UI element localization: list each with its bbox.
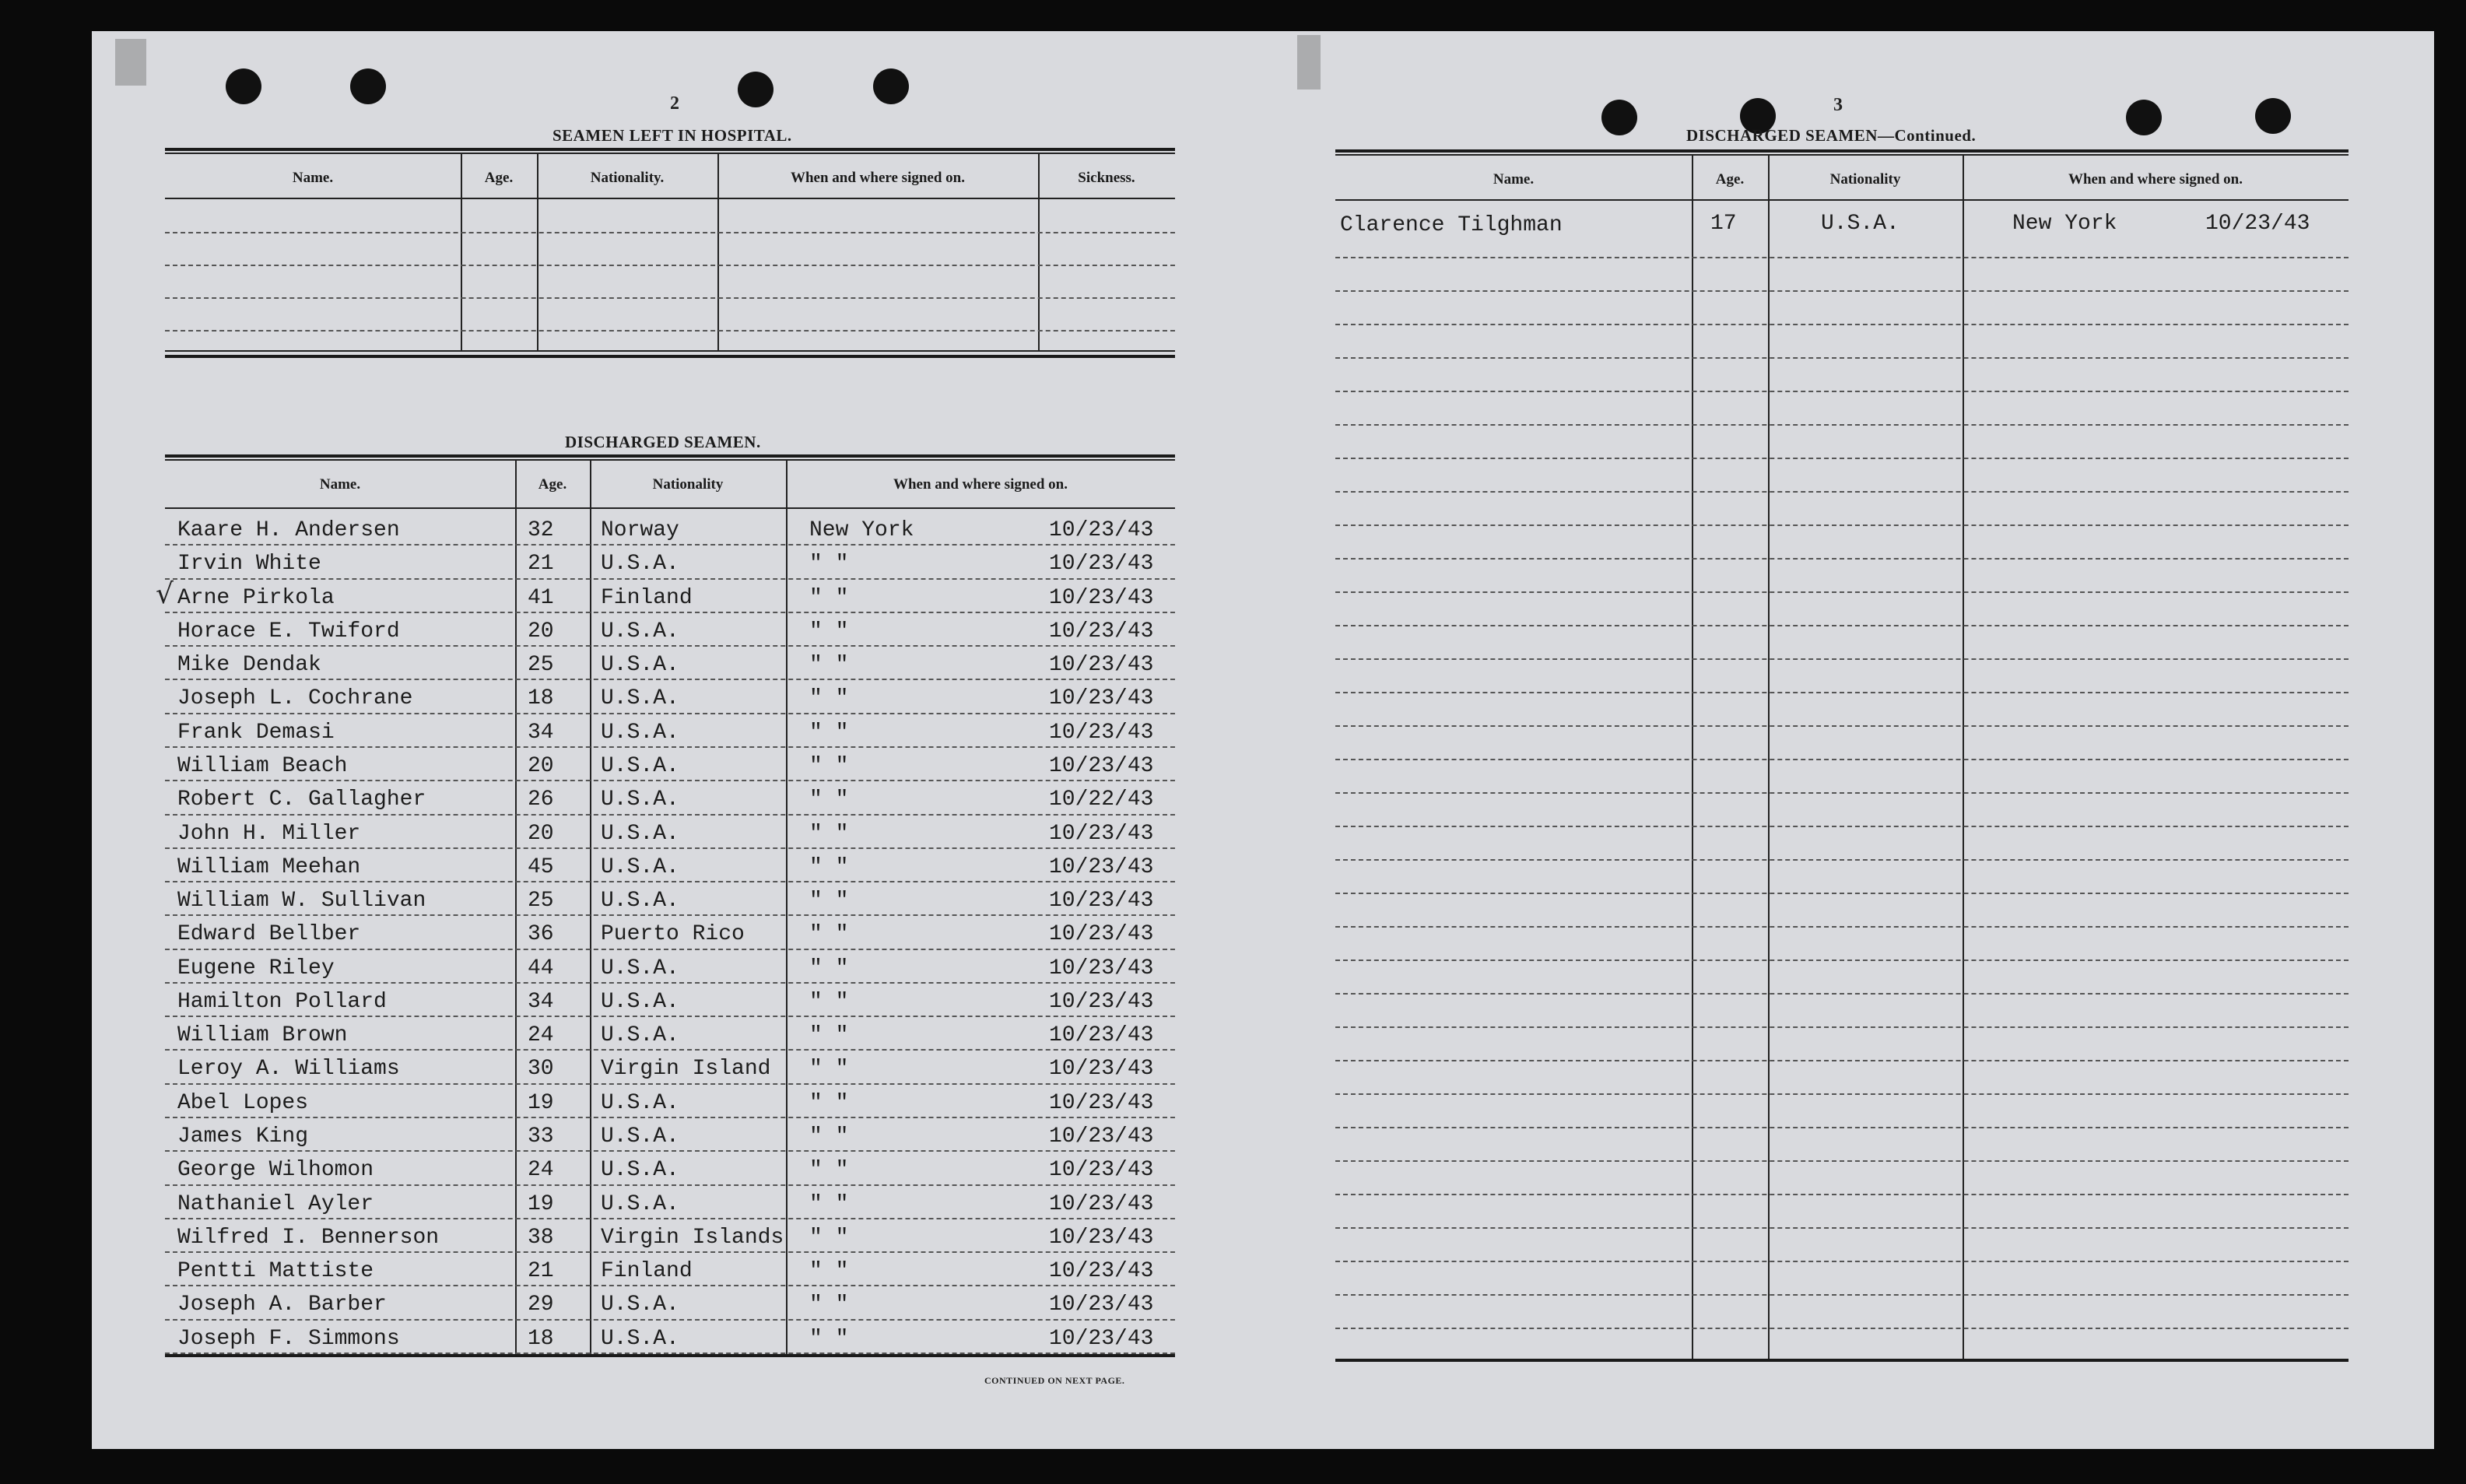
dotted-row-line [1335,1328,2348,1329]
column-header: When and where signed on. [790,170,965,186]
dotted-row-line [1335,1160,2348,1162]
seaman-age: 44 [528,956,554,981]
column-header: Nationality [1829,171,1901,188]
signed-on-date: 10/23/43 [1049,1057,1154,1082]
dotted-row-line [1335,926,2348,928]
seaman-name: William Meehan [177,854,361,879]
seaman-nationality: U.S.A. [601,653,679,678]
punch-hole [738,72,773,107]
dotted-row-line [1335,591,2348,593]
seaman-nationality: U.S.A. [601,788,679,812]
seaman-age: 21 [528,1259,554,1284]
dotted-row-line [165,1083,1175,1085]
seaman-age: 26 [528,788,554,812]
dotted-row-line [165,1251,1175,1253]
scan-smudge [1297,35,1321,89]
column-header: Name. [319,476,361,493]
dotted-row-line [1335,658,2348,660]
signed-on-place: New York [809,518,914,542]
page-number: 3 [1833,95,1843,115]
seaman-nationality: U.S.A. [601,1023,679,1048]
left-page [92,31,1262,1449]
dotted-row-line [165,914,1175,916]
signed-on-date: 10/23/43 [1049,1259,1154,1284]
dotted-row-line [165,612,1175,613]
column-header: When and where signed on. [2068,171,2243,188]
seaman-age: 25 [528,889,554,914]
dotted-row-line [165,1150,1175,1152]
signed-on-place: " " [809,653,849,678]
dotted-row-line [1335,759,2348,760]
dotted-row-line [165,949,1175,950]
dotted-row-line [1335,1026,2348,1028]
signed-on-place: " " [809,821,849,846]
dotted-row-line [165,265,1175,266]
signed-on-place: " " [809,1057,849,1082]
seaman-nationality: Norway [601,518,679,542]
dotted-row-line [1335,1060,2348,1061]
seaman-name: James King [177,1124,309,1149]
punch-hole [1601,100,1637,135]
seaman-nationality: U.S.A. [601,821,679,846]
seaman-age: 41 [528,585,554,610]
signed-on-date: 10/23/43 [1049,753,1154,778]
dotted-row-line [165,1016,1175,1017]
dotted-row-line [165,330,1175,332]
column-divider [786,459,788,1354]
column-header: Name. [292,170,334,186]
signed-on-place: " " [809,619,849,644]
signed-on-date: 10/23/43 [1049,956,1154,981]
dotted-row-line [1335,1194,2348,1195]
seaman-name: Edward Bellber [177,922,361,947]
signed-on-place: " " [809,1090,849,1115]
signed-on-date: 10/23/43 [1049,889,1154,914]
signed-on-place: " " [809,788,849,812]
dotted-row-line [1335,859,2348,861]
dotted-row-line [1335,257,2348,258]
check-mark: √ [156,577,174,610]
signed-on-place: " " [809,1158,849,1183]
column-header: When and where signed on. [893,476,1068,493]
table-rule [1335,154,2348,156]
signed-on-date: 10/23/43 [1049,989,1154,1014]
signed-on-date: 10/23/43 [1049,922,1154,947]
signed-on-place: " " [809,585,849,610]
seaman-age: 29 [528,1293,554,1317]
seaman-name: Frank Demasi [177,720,335,745]
seaman-age: 34 [528,720,554,745]
signed-on-date: 10/23/43 [1049,552,1154,577]
table-rule [165,153,1175,154]
seaman-nationality: U.S.A. [601,552,679,577]
column-header: Name. [1493,171,1535,188]
column-divider [1692,154,1693,1359]
seaman-name: Hamilton Pollard [177,989,387,1014]
signed-on-place: " " [809,1191,849,1216]
seaman-age: 32 [528,518,554,542]
seaman-name: Nathaniel Ayler [177,1191,374,1216]
dotted-row-line [1335,725,2348,727]
dotted-row-line [165,1319,1175,1321]
table-rule [165,459,1175,461]
seaman-nationality: U.S.A. [601,1158,679,1183]
dotted-row-line [1335,1294,2348,1296]
seaman-nationality: U.S.A. [1821,212,1899,236]
signed-on-place: " " [809,1225,849,1250]
seaman-name: Joseph F. Simmons [177,1326,400,1351]
seaman-nationality: U.S.A. [601,619,679,644]
dotted-row-line [1335,357,2348,359]
dotted-row-line [165,1184,1175,1186]
table-rule [165,1354,1175,1357]
seaman-age: 17 [1710,212,1737,236]
dotted-row-line [1335,391,2348,392]
column-header: Nationality [652,476,724,493]
column-header: Nationality. [590,170,665,186]
dotted-row-line [1335,458,2348,459]
seaman-name: Arne Pirkola [177,585,335,610]
signed-on-date: 10/23/43 [1049,821,1154,846]
dotted-row-line [1335,792,2348,794]
dotted-row-line [1335,424,2348,426]
signed-on-date: 10/23/43 [1049,1225,1154,1250]
seaman-name: Clarence Tilghman [1340,213,1563,237]
signed-on-place: " " [809,889,849,914]
signed-on-place: New York [2012,212,2117,236]
discharged-section-title: DISCHARGED SEAMEN. [565,433,761,451]
seaman-name: George Wilhomon [177,1158,374,1183]
seaman-age: 38 [528,1225,554,1250]
seaman-name: Mike Dendak [177,653,321,678]
signed-on-date: 10/23/43 [1049,1326,1154,1351]
dotted-row-line [165,1049,1175,1051]
dotted-row-line [1335,524,2348,526]
seaman-nationality: U.S.A. [601,1090,679,1115]
scan-smudge [115,39,146,86]
dotted-row-line [1335,290,2348,292]
dotted-row-line [165,297,1175,299]
dotted-row-line [165,645,1175,647]
signed-on-date: 10/23/43 [1049,585,1154,610]
dotted-row-line [165,232,1175,233]
seaman-name: Eugene Riley [177,956,335,981]
punch-hole [873,68,909,104]
seaman-age: 20 [528,619,554,644]
seaman-age: 18 [528,1326,554,1351]
seaman-nationality: Puerto Rico [601,922,745,947]
signed-on-place: " " [809,686,849,711]
table-rule [1335,149,2348,153]
seaman-nationality: U.S.A. [601,889,679,914]
column-header: Sickness. [1078,170,1135,186]
seaman-nationality: U.S.A. [601,989,679,1014]
seaman-age: 24 [528,1023,554,1048]
continued-note: CONTINUED ON NEXT PAGE. [984,1375,1125,1386]
seaman-nationality: Virgin Island [601,1057,771,1082]
dotted-row-line [1335,491,2348,493]
table-rule [165,198,1175,199]
seaman-age: 36 [528,922,554,947]
table-rule [165,350,1175,352]
dotted-row-line [1335,826,2348,827]
dotted-row-line [165,1218,1175,1219]
signed-on-place: " " [809,1293,849,1317]
dotted-row-line [165,1285,1175,1286]
signed-on-place: " " [809,956,849,981]
dotted-row-line [1335,993,2348,995]
dotted-row-line [165,679,1175,680]
seaman-nationality: Finland [601,585,693,610]
seaman-nationality: Virgin Islands [601,1225,784,1250]
signed-on-date: 10/23/43 [1049,686,1154,711]
dotted-row-line [165,746,1175,748]
seaman-nationality: U.S.A. [601,854,679,879]
punch-hole [350,68,386,104]
table-rule [165,507,1175,509]
signed-on-place: " " [809,1259,849,1284]
seaman-age: 18 [528,686,554,711]
signed-on-place: " " [809,1124,849,1149]
right-page [1262,31,2434,1449]
column-header: Age. [484,170,514,186]
seaman-age: 30 [528,1057,554,1082]
seaman-age: 45 [528,854,554,879]
signed-on-place: " " [809,720,849,745]
signed-on-date: 10/23/43 [1049,720,1154,745]
table-rule [165,148,1175,151]
table-rule [1335,199,2348,201]
seaman-age: 19 [528,1191,554,1216]
signed-on-date: 10/23/43 [1049,518,1154,542]
seaman-name: Leroy A. Williams [177,1057,400,1082]
seaman-age: 24 [528,1158,554,1183]
hospital-section-title: SEAMEN LEFT IN HOSPITAL. [552,126,792,145]
dotted-row-line [1335,1127,2348,1128]
dotted-row-line [165,982,1175,984]
dotted-row-line [165,814,1175,816]
dotted-row-line [165,713,1175,714]
seaman-name: John H. Miller [177,821,361,846]
dotted-row-line [165,780,1175,781]
seaman-nationality: U.S.A. [601,956,679,981]
dotted-row-line [1335,960,2348,961]
dotted-row-line [165,847,1175,849]
signed-on-date: 10/23/43 [1049,619,1154,644]
seaman-nationality: U.S.A. [601,720,679,745]
seaman-nationality: U.S.A. [601,753,679,778]
dotted-row-line [165,1117,1175,1118]
seaman-age: 20 [528,753,554,778]
seaman-age: 21 [528,552,554,577]
table-rule [1335,1359,2348,1362]
column-header: Age. [1715,171,1745,188]
signed-on-place: " " [809,552,849,577]
seaman-name: Irvin White [177,552,321,577]
seaman-name: Joseph A. Barber [177,1293,387,1317]
seaman-nationality: U.S.A. [601,1124,679,1149]
seaman-nationality: U.S.A. [601,1293,679,1317]
seaman-age: 19 [528,1090,554,1115]
column-divider [590,459,591,1354]
seaman-name: Pentti Mattiste [177,1259,374,1284]
signed-on-place: " " [809,1023,849,1048]
signed-on-date: 10/23/43 [1049,1293,1154,1317]
seaman-name: Horace E. Twiford [177,619,400,644]
seaman-name: William Brown [177,1023,348,1048]
continued-section-title: DISCHARGED SEAMEN—Continued. [1686,126,1977,145]
seaman-name: William W. Sullivan [177,889,426,914]
column-divider [1768,154,1770,1359]
column-header: Age. [538,476,567,493]
punch-hole [2255,98,2291,134]
dotted-row-line [1335,893,2348,894]
seaman-name: William Beach [177,753,348,778]
seaman-age: 33 [528,1124,554,1149]
seaman-nationality: U.S.A. [601,1326,679,1351]
seaman-nationality: U.S.A. [601,1191,679,1216]
signed-on-date: 10/23/43 [1049,1023,1154,1048]
seaman-name: Joseph L. Cochrane [177,686,413,711]
dotted-row-line [1335,558,2348,560]
punch-hole [2126,100,2162,135]
dotted-row-line [1335,625,2348,626]
signed-on-date: 10/23/43 [1049,854,1154,879]
seaman-age: 20 [528,821,554,846]
dotted-row-line [1335,324,2348,325]
signed-on-place: " " [809,753,849,778]
signed-on-date: 10/22/43 [1049,788,1154,812]
dotted-row-line [165,544,1175,546]
table-rule [165,454,1175,458]
signed-on-date: 10/23/43 [1049,1124,1154,1149]
signed-on-place: " " [809,989,849,1014]
seaman-name: Abel Lopes [177,1090,309,1115]
signed-on-date: 10/23/43 [1049,1158,1154,1183]
signed-on-place: " " [809,1326,849,1351]
dotted-row-line [165,881,1175,882]
seaman-name: Wilfred I. Bennerson [177,1225,440,1250]
seaman-nationality: U.S.A. [601,686,679,711]
page-number: 2 [670,93,679,114]
dotted-row-line [1335,1261,2348,1262]
column-divider [515,459,517,1354]
signed-on-place: " " [809,922,849,947]
column-divider [1963,154,1964,1359]
seaman-age: 34 [528,989,554,1014]
dotted-row-line [165,578,1175,580]
table-rule [165,355,1175,358]
signed-on-date: 10/23/43 [2205,212,2310,236]
dotted-row-line [1335,692,2348,693]
signed-on-place: " " [809,854,849,879]
seaman-name: Kaare H. Andersen [177,518,400,542]
seaman-name: Robert C. Gallagher [177,788,426,812]
punch-hole [226,68,261,104]
seaman-nationality: Finland [601,1259,693,1284]
signed-on-date: 10/23/43 [1049,653,1154,678]
dotted-row-line [1335,1227,2348,1229]
signed-on-date: 10/23/43 [1049,1090,1154,1115]
dotted-row-line [1335,1093,2348,1095]
seaman-age: 25 [528,653,554,678]
signed-on-date: 10/23/43 [1049,1191,1154,1216]
